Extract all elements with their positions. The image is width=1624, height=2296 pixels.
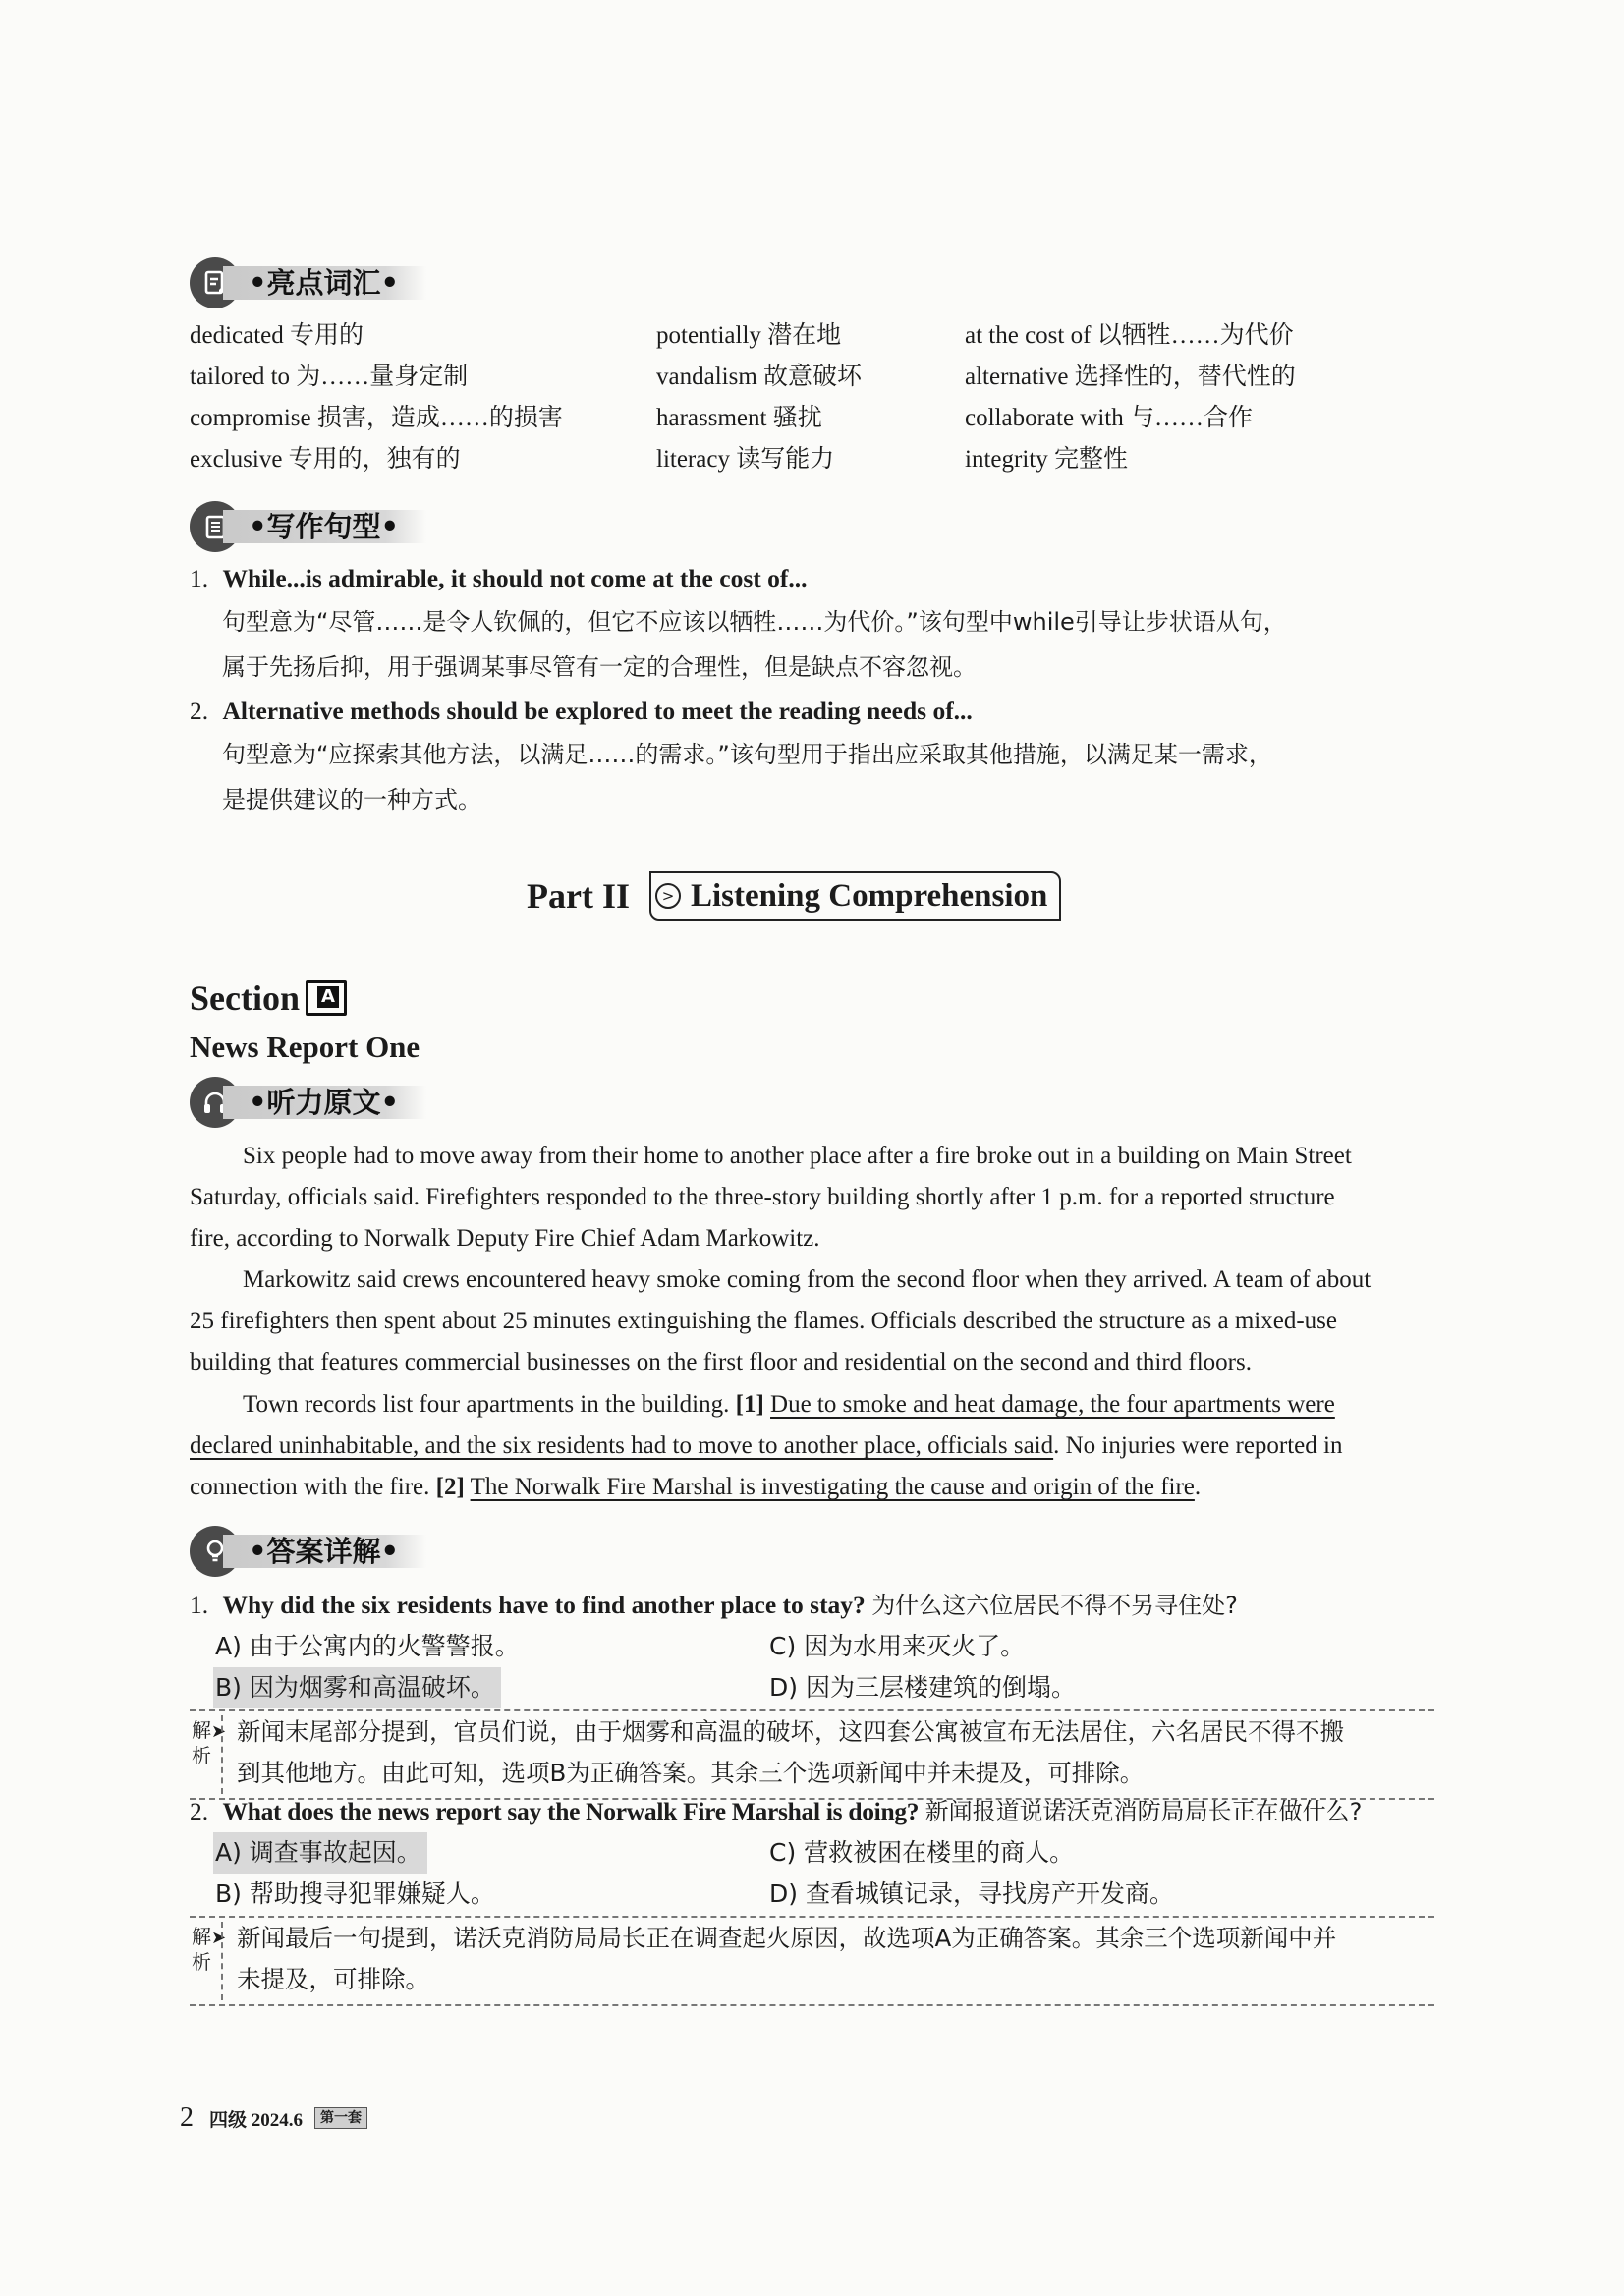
vocab-item: dedicated 专用的 bbox=[190, 322, 364, 349]
vocab-item: harassment 骚扰 bbox=[656, 405, 822, 431]
vocab-item: potentially 潜在地 bbox=[656, 322, 842, 349]
q1-option-d: D) 因为三层楼建筑的倒塌。 bbox=[769, 1673, 1076, 1702]
key-sentence-1-cont: declared uninhabitable, and the six residents had to move to another place, officials said bbox=[190, 1432, 1054, 1459]
part-number: Part II bbox=[527, 876, 630, 916]
explain-tag: 解 析 bbox=[192, 1718, 211, 1767]
writing-item-1-pattern bbox=[190, 558, 807, 599]
item-number: 1. bbox=[190, 564, 209, 592]
q2-option-c: C) 营救被困在楼里的商人。 bbox=[769, 1838, 1075, 1867]
pattern-text: While...is admirable, it should not come at the cost of... bbox=[222, 564, 808, 592]
explain-tag: 解 析 bbox=[192, 1925, 211, 1974]
writing-title: •写作句型• bbox=[223, 510, 426, 543]
explanation-line: 到其他地方。由此可知，选项B为正确答案。其余三个选项新闻中并未提及，可排除。 bbox=[237, 1759, 1145, 1787]
vocab-col-2 bbox=[656, 315, 862, 480]
transcript-p3-l1 bbox=[243, 1384, 1335, 1426]
transcript-p2-l2: 25 firefighters then spent about 25 minutes extinguishing the flames. Officials described the structure as a mixed-use bbox=[190, 1308, 1337, 1334]
question-text: Why did the six residents have to find another place to stay? bbox=[222, 1591, 866, 1619]
arrow-right-icon: ➤ bbox=[211, 1721, 227, 1741]
page-footer bbox=[180, 2102, 367, 2134]
part-name-box bbox=[649, 871, 1061, 921]
transcript-p2-l1: Markowitz said crews encountered heavy smoke coming from the second floor when they arrived. A team of about bbox=[243, 1266, 1372, 1293]
answers-title: •答案详解• bbox=[223, 1535, 426, 1568]
vocab-item: compromise 损害，造成……的损害 bbox=[190, 405, 563, 431]
section-heading bbox=[190, 977, 347, 1020]
pattern-text: Alternative methods should be explored to meet the reading needs of... bbox=[222, 697, 973, 725]
vocab-col-1 bbox=[190, 315, 563, 480]
vocab-item: alternative 选择性的，替代性的 bbox=[965, 364, 1296, 390]
question-1 bbox=[190, 1585, 1238, 1626]
vocab-item: at the cost of 以牺牲……为代价 bbox=[965, 322, 1294, 349]
explanation-line: 新闻最后一句提到，诺沃克消防局局长正在调查起火原因，故选项A为正确答案。其余三个选项新闻中并 bbox=[237, 1924, 1337, 1952]
explanation-line: 未提及，可排除。 bbox=[237, 1965, 429, 1993]
plain-text: Town records list four apartments in the building. bbox=[243, 1391, 736, 1418]
transcript-p1-l2: Saturday, officials said. Firefighters responded to the three-story building shortly after 1 p.m. for a reported structure bbox=[190, 1184, 1335, 1210]
q1-option-b-correct: B) 因为烟雾和高温破坏。 bbox=[213, 1667, 501, 1708]
writing-item-1-line2: 属于先扬后抑，用于强调某事尽管有一定的合理性，但是缺点不容忽视。 bbox=[222, 653, 977, 681]
transcript-p2-l3: building that features commercial businesses on the first floor and residential on the second and third floors. bbox=[190, 1349, 1252, 1375]
q2-option-b: B) 帮助搜寻犯罪嫌疑人。 bbox=[215, 1879, 495, 1908]
vocab-item: vandalism 故意破坏 bbox=[656, 364, 863, 390]
writing-item-2-line1: 句型意为“应探索其他方法，以满足……的需求。”该句型用于指出应采取其他措施，以满足某一需求， bbox=[222, 741, 1272, 768]
set-label: 第一套 bbox=[314, 2107, 367, 2129]
plain-text: . bbox=[1194, 1474, 1202, 1500]
explanation-line: 新闻末尾部分提到，官员们说，由于烟雾和高温的破坏，这四套公寓被宣布无法居住，六名居民不得不搬 bbox=[237, 1717, 1344, 1746]
vocab-item: exclusive 专用的，独有的 bbox=[190, 446, 461, 473]
key-sentence-2: The Norwalk Fire Marshal is investigating the cause and origin of the fire bbox=[470, 1474, 1195, 1500]
vocab-item: collaborate with 与……合作 bbox=[965, 405, 1253, 431]
question-2 bbox=[190, 1791, 1362, 1832]
key-sentence-1: Due to smoke and heat damage, the four apartments were bbox=[770, 1391, 1335, 1418]
plain-text: . No injuries were reported in bbox=[1053, 1432, 1343, 1459]
question-number: 2. bbox=[190, 1797, 209, 1825]
transcript-p1-l1: Six people had to move away from their home to another place after a fire broke out in a building on Main Street bbox=[243, 1143, 1352, 1169]
transcript-title: •听力原文• bbox=[223, 1086, 426, 1119]
marker-2: [2] bbox=[435, 1474, 465, 1500]
section-letter: A bbox=[317, 986, 339, 1008]
q1-option-c: C) 因为水用来灭火了。 bbox=[769, 1632, 1026, 1660]
section-label: Section bbox=[190, 979, 300, 1018]
q1-explanation bbox=[190, 1709, 1434, 1800]
vocab-item: literacy 读写能力 bbox=[656, 446, 835, 473]
transcript-p1-l3: fire, according to Norwalk Deputy Fire Chief Adam Markowitz. bbox=[190, 1225, 820, 1252]
vocab-col-3 bbox=[965, 315, 1296, 480]
exam-label: 四级 2024.6 bbox=[209, 2109, 304, 2131]
writing-item-1-line1: 句型意为“尽管……是令人钦佩的，但它不应该以牺牲……为代价。”该句型中while引导让步状语从句， bbox=[222, 608, 1287, 636]
page-number: 2 bbox=[180, 2102, 194, 2133]
report-title: News Report One bbox=[190, 1030, 420, 1064]
q1-option-a: A) 由于公寓内的火警警报。 bbox=[215, 1632, 520, 1660]
part-heading bbox=[527, 870, 1061, 922]
transcript-p3-l2 bbox=[190, 1426, 1342, 1467]
question-translation: 新闻报道说诺沃克消防局局长正在做什么? bbox=[924, 1798, 1363, 1825]
vocab-title: •亮点词汇• bbox=[223, 266, 426, 300]
part-name: Listening Comprehension bbox=[690, 878, 1048, 914]
q2-explanation bbox=[190, 1916, 1434, 2006]
transcript-p3-l3 bbox=[190, 1467, 1201, 1508]
plain-text: connection with the fire. bbox=[190, 1474, 436, 1500]
vocab-item: tailored to 为……量身定制 bbox=[190, 364, 469, 390]
item-number: 2. bbox=[190, 697, 209, 725]
question-number: 1. bbox=[190, 1591, 209, 1619]
vocab-item: integrity 完整性 bbox=[965, 446, 1128, 473]
chevron-right-icon: > bbox=[655, 883, 681, 909]
arrow-right-icon: ➤ bbox=[211, 1928, 227, 1947]
question-text: What does the news report say the Norwalk Fire Marshal is doing? bbox=[222, 1797, 920, 1825]
marker-1: [1] bbox=[735, 1391, 764, 1418]
section-letter-box bbox=[306, 980, 347, 1016]
q2-option-a-correct: A) 调查事故起因。 bbox=[213, 1832, 427, 1874]
writing-item-2-pattern bbox=[190, 691, 973, 732]
writing-item-2-line2: 是提供建议的一种方式。 bbox=[222, 786, 481, 813]
q2-option-d: D) 查看城镇记录，寻找房产开发商。 bbox=[769, 1879, 1174, 1908]
question-translation: 为什么这六位居民不得不另寻住处? bbox=[871, 1592, 1238, 1619]
